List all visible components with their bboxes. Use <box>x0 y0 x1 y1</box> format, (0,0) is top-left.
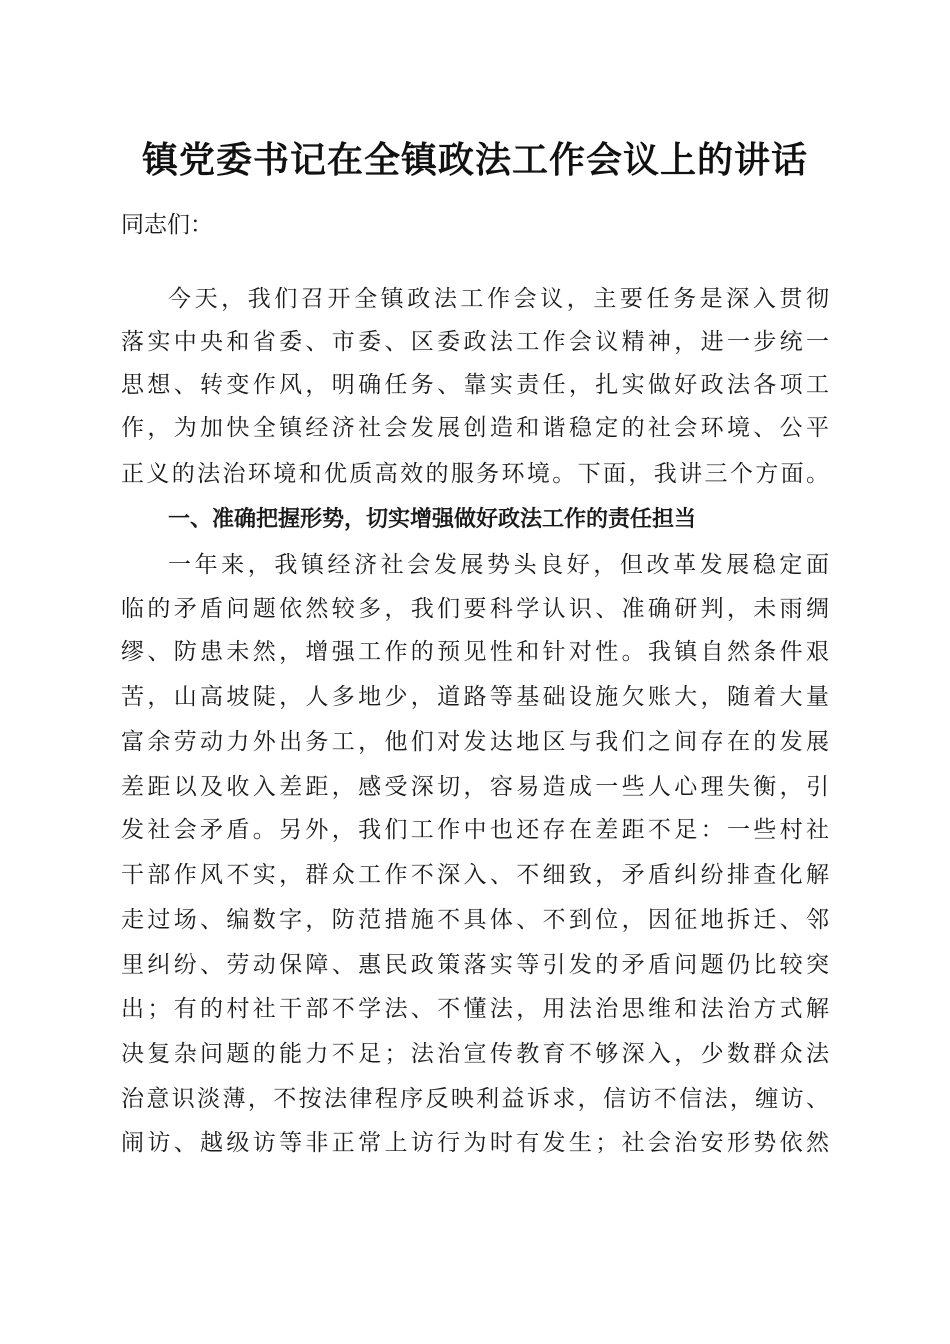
intro-line-5: 正义的法治环境和优质高效的服务环境。下面，我讲三个方面。 <box>121 461 829 487</box>
section1-line-2: 临的矛盾问题依然较多，我们要科学认识、准确研判，未雨绸 <box>121 596 829 622</box>
section1-line-12: 决复杂问题的能力不足；法治宣传教育不够深入，少数群众法 <box>121 1041 829 1067</box>
section1-line-5: 富余劳动力外出务工，他们对发达地区与我们之间存在的发展 <box>121 729 829 755</box>
document-title: 镇党委书记在全镇政法工作会议上的讲话 <box>141 139 808 181</box>
salutation: 同志们： <box>121 212 213 238</box>
intro-line-2: 落实中央和省委、市委、区委政法工作会议精神，进一步统一 <box>121 329 829 355</box>
section1-line-9: 走过场、编数字，防范措施不具体、不到位，因征地拆迁、邻 <box>121 907 829 933</box>
section1-line-10: 里纠纷、劳动保障、惠民政策落实等引发的矛盾问题仍比较突 <box>121 952 829 978</box>
section1-line-3: 缪、防患未然，增强工作的预见性和针对性。我镇自然条件艰 <box>121 639 829 665</box>
intro-line-4: 作，为加快全镇经济社会发展创造和谐稳定的社会环境、公平 <box>121 415 829 441</box>
section-heading-1: 一、准确把握形势，切实增强做好政法工作的责任担当 <box>168 507 697 532</box>
section1-line-13: 治意识淡薄，不按法律程序反映利益诉求，信访不信法，缠访、 <box>121 1086 829 1112</box>
section1-line-6: 差距以及收入差距，感受深切，容易造成一些人心理失衡，引 <box>121 774 829 800</box>
section1-line-11: 出；有的村社干部不学法、不懂法，用法治思维和法治方式解 <box>121 996 829 1022</box>
section1-line-14: 闹访、越级访等非正常上访行为时有发生；社会治安形势依然 <box>121 1130 829 1156</box>
section1-line-8: 干部作风不实，群众工作不深入、不细致，矛盾纠纷排查化解 <box>121 862 829 888</box>
intro-line-1: 今天，我们召开全镇政法工作会议，主要任务是深入贯彻 <box>168 286 829 312</box>
intro-line-3: 思想、转变作风，明确任务、靠实责任，扎实做好政法各项工 <box>121 372 829 398</box>
section1-line-1: 一年来，我镇经济社会发展势头良好，但改革发展稳定面 <box>168 552 829 578</box>
section1-line-4: 苦，山高坡陡，人多地少，道路等基础设施欠账大，随着大量 <box>121 684 829 710</box>
section1-line-7: 发社会矛盾。另外，我们工作中也还存在差距不足：一些村社 <box>121 817 829 843</box>
